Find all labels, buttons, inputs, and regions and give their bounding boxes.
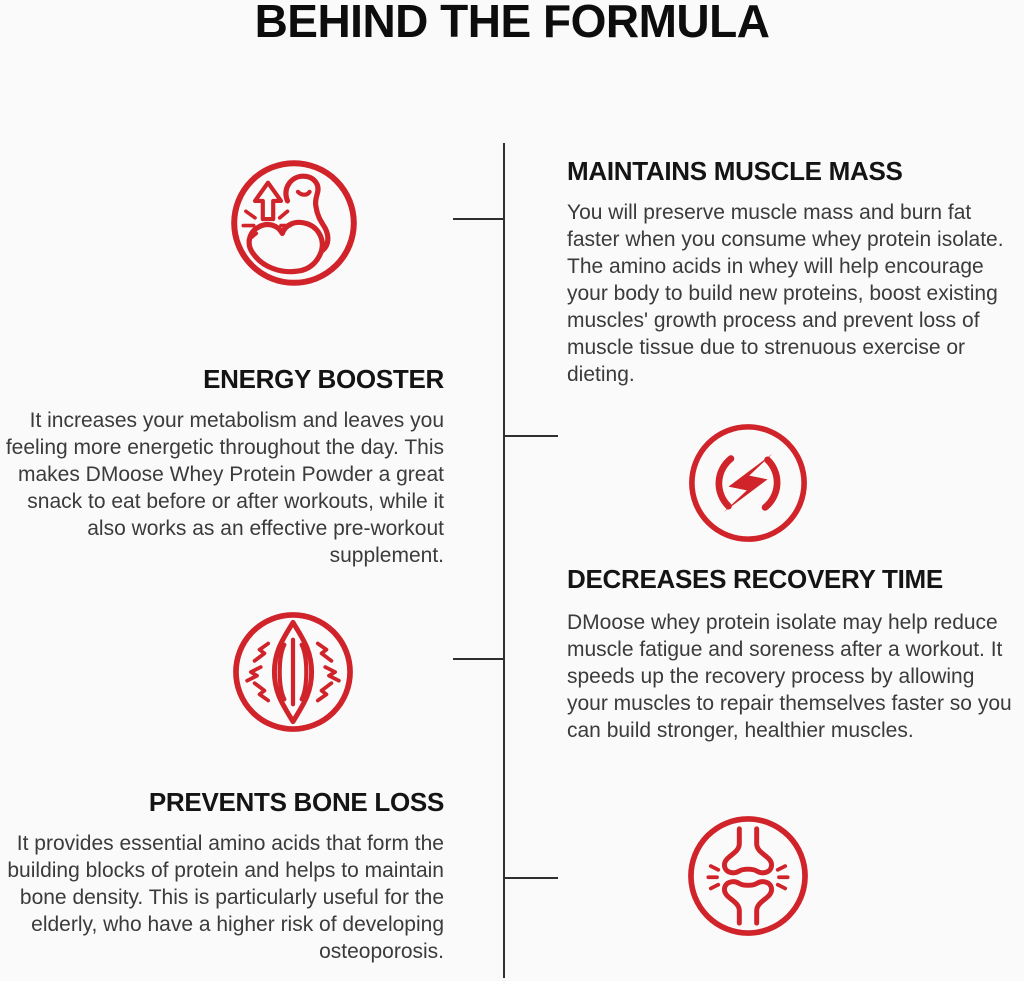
connector-line-2 — [505, 435, 558, 437]
section-heading-decreases-recovery-time: DECREASES RECOVERY TIME — [567, 564, 943, 594]
section-body-prevents-bone-loss: It provides essential amino acids that form the building blocks of protein and helps to maintain bone density. This is particularly useful for the elderly, who have a higher risk of developing osteoporosis. — [7, 832, 444, 963]
muscle-soreness-icon — [231, 610, 355, 734]
connector-line-1 — [453, 218, 505, 220]
section-heading-prevents-bone-loss: PREVENTS BONE LOSS — [148, 787, 444, 817]
connector-line-3 — [453, 658, 505, 660]
page-title: BEHIND THE FORMULA — [254, 0, 770, 47]
bone-joint-icon — [686, 814, 810, 938]
connector-line-4 — [505, 877, 558, 879]
muscle-growth-icon — [229, 158, 359, 288]
section-body-maintains-muscle-mass: You will preserve muscle mass and burn fat faster when you consume whey protein isolate. The amino acids in whey will help encourage your body to build new proteins, boost existing muscles' growth process and prevent loss of muscle tissue due to strenuous exercise or dieting. — [567, 201, 1004, 386]
section-heading-maintains-muscle-mass: MAINTAINS MUSCLE MASS — [567, 156, 903, 186]
section-heading-energy-booster: ENERGY BOOSTER — [203, 364, 444, 394]
energy-bolt-icon — [687, 422, 809, 544]
section-body-decreases-recovery-time: DMoose whey protein isolate may help reduce muscle fatigue and soreness after a workout. It speeds up the recovery process by allowing your muscles to repair themselves faster so you can build stronger, healthier muscles. — [567, 611, 1012, 742]
divider-line — [503, 143, 505, 978]
section-body-energy-booster: It increases your metabolism and leaves you feeling more energetic throughout the day. This makes DMoose Whey Protein Powder a great snack to eat before or after workouts, while it also works as an effective pre-workout supplement. — [5, 409, 444, 567]
